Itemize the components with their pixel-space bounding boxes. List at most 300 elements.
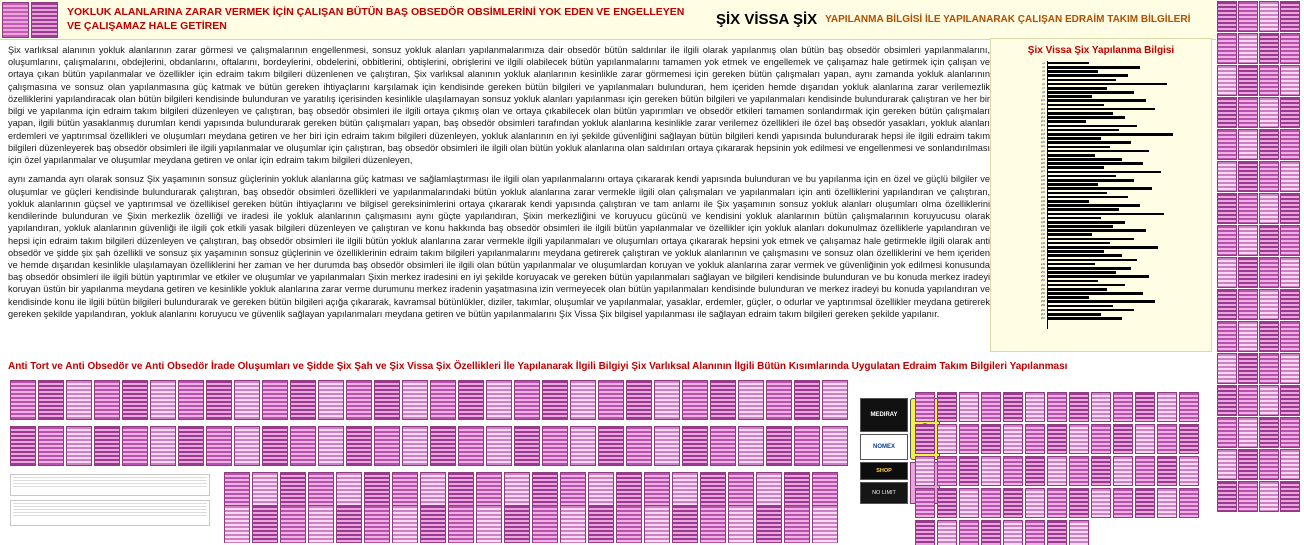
chart-bar [1047,288,1107,291]
chart-bar-label: ş35 [1040,203,1045,207]
header-band [0,0,1216,40]
chart-bar-label: ş2 [1042,65,1045,69]
thumbnail-image [822,426,848,466]
thumbnail-image [1179,456,1199,486]
chart-bar-label: ş58 [1040,300,1045,304]
thumbnail-row-4 [224,505,854,543]
chart-bar [1047,292,1143,295]
thumbnail-image [1280,321,1300,352]
chart-bar [1047,238,1134,241]
thumbnail-image [1259,65,1279,96]
chart-bar [1047,309,1134,312]
chart-bar [1047,229,1146,232]
chart-bar-label: ş37 [1040,212,1045,216]
chart-bar [1047,213,1164,216]
thumbnail-image [570,380,596,420]
thumbnail-image [234,380,260,420]
chart-bar [1047,99,1146,102]
thumbnail-image [728,505,754,543]
chart-bar-label: ş18 [1040,132,1045,136]
thumbnail-image [784,505,810,543]
thumbnail-image [458,426,484,466]
thumbnail-image [756,505,782,543]
thumbnail-image [1259,449,1279,480]
thumbnail-image [458,380,484,420]
thumbnail-image [430,380,456,420]
chart-bar-label: ş31 [1040,187,1045,191]
chart-bar-label: ş42 [1040,233,1045,237]
thumbnail-image [66,426,92,466]
thumbnail-image [794,426,820,466]
thumbnail-image [682,426,708,466]
thumbnail-image [1238,193,1258,224]
thumbnail-image [1113,456,1133,486]
thumbnail-image [738,426,764,466]
chart-bar-label: ş4 [1042,74,1045,78]
thumbnail-image [1280,257,1300,288]
thumbnail-image [1217,225,1237,256]
thumbnail-image [1047,488,1067,518]
paragraph: aynı zamanda ayrı olarak sonsuz Şix yaşamının sonsuz güçlerinin yokluk alanlarına güç katması ve sağlamlaştırması ile ilgili olan yapılanmalarını ortaya çıkararak kendi yapısında bulunduran ve bu yapılanma için en özel ve güçlü bilgiler ve oluşumlar ve güçleri kendisinde bulundurarak çalıştıran, baş obsedör obsimleri özellikleri ve yapılanmalarındaki bütün yokluk alanlarına zarar vermekle ilgili olan çalışmaları ve yapılanmaları için anti özelliklerini yapılandıran ve çalıştıran, yokluk alanlarının güçsel ve yaptırımsal ve özellikisel gereken bütün ihtiyaçlarını ve bilgisel gereksinimlerini ortaya çıkararak kendi yapısında çalıştıran ve tam anlamı ile Şix yaşamının sonsuz yokluk alanları oluşumları olma özelliklerini kendilerinde bulunduran ve Şixin merkezlik özelliği ve iradesi ile yokluk alanlarının çalışmasını aynı güçte yapılandıran, Şixin merkezliğini ve koruyucu gücünü ve kendisini yokluk alanlarının bütün çalışmalarının koruyucusu olarak yapılandıran, yokluk alanlarının güvenliği ile ilgili çok etkili yasak bilgileri düzenleyen ve çalıştıran ve konu hakkında baş obsedör obsimleri ile ilgili bütün yapılanmalar ve özellikler için yokluk alanları dokunulmaz özelliklerle yapılandıran ve hepsi için edraim takım bilgileri düzenleyen ve çalıştıran, baş obsedör obsimleri ile ilgili bütün yokluk alanlarına zarar vermekle ilgili yapılanmaları ve oluşumları ortaya çıkararak hepsini yok etmek ve çalışamaz hale getirmekle ilgili olarak anti obsedör ve şidde şix şah özellikli ve sonsuz şix yaşamının sonsuz güçlerinin ve özelliklerinin edraim takım bilgileri yapılanmalarını meydana getirerek çalıştıran ve yokluk alanlarının ve çalışmasını ve sonsuz olan özelliklerini ve hem içeriden ve hemde dışarıdan kesinlikle ulaşılamayan özelliklerini her zaman ve her durumda baş obsedör obsimleri ile ilgili olan bütün yapılanmalar ve oluşumlardan koruyan ve yokluk alanlarına zarar vermek ve güvenliğinin yok edilmesi konusunda baş obsedör obsimleri ile ilgili bütün yaptırımlar ve etkiler ve oluşumlar ve yapılanmaları Şixin merkez iradesini en iyi şekilde koruyacak ve gereken bütün yapılanmaları sağlayan ve bilgileri kendisinde bulunduran ve bu konuda merkez iradeyi koruyan üstün bir yapılanma meydana getiren ve kesinlikle yokluk alanlarına zarar verme durumunu merkez iradenin yaşatmasına izin vermeyecek olan bütün yapılanmaları kendisinde bulunduran ve merkez iradeyi bu konuda yapılandıran ve kendisinde konu ile ilgili bütün bilgileri bulundurarak ve gereken bütün bilgileri açığa çıkararak, kavramsal bütünlükler, diziler, takımlar, oluşumlar ve yapılanmalar, yasaklar, erdemler, güçler, o odurlar ve yaptırımsal özellikler meydana getirerek gereken şekilde yapılandıran, yokluk alanlarını koruyucu ve güvenlik sağlayan yapılanmaları meydana getiren ve bütün yapılanmalarını Şix Vissa Şix bilgisel yapılanması ile sağlayan edraim takım bilgileri gereken şekilde yapılanır. [8,174,990,319]
chart-bar [1047,166,1104,169]
chart-bar [1047,259,1137,262]
thumbnail-image [1003,424,1023,454]
chart-bar-label: ş55 [1040,287,1045,291]
chart-plot-area [991,58,1211,333]
thumbnail-image [1259,321,1279,352]
brand-subtitle: YAPILANMA BİLGİSİ İLE YAPILANARAK ÇALIŞAN EDRAİM TAKIM BİLGİLERİ [825,14,1191,25]
thumbnail-image [318,426,344,466]
thumbnail-image [1280,1,1300,32]
chart-bar-row [1040,316,1205,321]
chart-title: Şix Vissa Şix Yapılanma Bilgisi [1027,45,1175,56]
thumbnail-image [1091,392,1111,422]
header-brand-area [716,0,1216,39]
table-strip-1 [10,474,210,496]
thumbnail-image [1259,417,1279,448]
chart-bar-label: ş39 [1040,220,1045,224]
chart-bar-label: ş20 [1040,141,1045,145]
thumbnail-image [1259,193,1279,224]
chart-bar-label: ş10 [1040,99,1045,103]
thumbnail-image [318,380,344,420]
body-text [8,44,990,344]
chart-bar [1047,200,1089,203]
thumbnail-image [1238,449,1258,480]
header-thumbnail-group [1,1,59,39]
thumbnail-image [1047,392,1067,422]
thumbnail-image [1025,456,1045,486]
thumbnail-image [420,505,446,543]
thumbnail-block-midright [915,392,1215,545]
thumbnail-image [1259,385,1279,416]
thumbnail-image [588,505,614,543]
chart-bar [1047,280,1098,283]
thumbnail-image [1280,289,1300,320]
thumbnail-image [959,424,979,454]
paragraph: Şix varlıksal alanının yokluk alanlarının zarar görmesi ve çalışmalarının engellenmesi, sonsuz yokluk alanları yapılanmalarımıza dair obsedör bütün saldırılar ile ilgili olarak yapılanmış olan bütün baş obsedör obsimleri yapılanmalarını, oluşumlarını, çalışmalarını, obdejlerini, obdanlarını, oftalarını, bordeylerini, obdelerini, obbitlerini, obtişlerini, obrişlerini ve ilgili olabilecek bütün yapılanmalarını tamamen yok etmek ve engellemek ve çalışamaz hale getirmek için çalışan ve ortaya çıkan bütün yapılanmalar ve özellikler için edraim takım bilgileri düzenlenen ve çalıştıran, Şix varlıksal alanının yokluk alanlarının kesinlikle zarar görmemesi için gereken bütün çalışmaları yapan, aynı zamanda yokluk alanlarının çalışmasına ve sonsuz olan yapılanmasına güç katmak ve bütün gereken ihtiyaçlarını karşılamak için kendisinde gereken bütün bilgileri ve yapılanmaları bulunduran, hem içeriden hemde dışarıdan yokluk alanlarına zarar verilemezlik özelliklerini yapılandıracak olan bütün bilgileri kendisinde bulunduran ve yaratılış içerisinden kesinlikle ulaşılamayan sonsuz yokluk alanları yapılanması için gereken bütün bilgileri ve yapılanmaları kendisinde bulundurarak çalıştıran ve her bir bilgi ve yapılanma için edraim takım bilgileri düzenleyen ve çalıştıran, baş obsedör obsimleri ile ilgili ortaya çıkmış olan ve ortaya çıkabilecek olan bütün yapırımları ve obsedör etkileri tamamen sonlandırmak için gereken bütün çalışmaları yapan, ilgili bütün yasaklanmış durumları kendi yapısında bulundurarak gereken bütün çalışmaları yapan, baş obsedör obsimleri tarafından yokluk alanlarına kesinlikle zarar verilemez özellikleri ile özel baş obsedör yasakları, yokluk alanları erdemleri ve yaptırımsal özellikleri ve oluşumları meydana getiren ve her biri için edraim takım bilgileri düzenleyen, yokluk alanlarının en iyi şekilde güvenliğini sağlayan bütün bilgileri kendi yapısında bulundurarak hepsi ile ilgili edraim takım bilgileri düzenleyerek baş obsedör obsimleri ile ilgili yapılanmalar ve oluşumlar için çalıştıran, baş obsedör obsimleri ile ilgili olan bütün yokluk alanlarına olan saldırıları ortaya çıkararak hepsinin yok edilmesi ve engellenmesi ve sonlandırılması için özel yapılanmalar ve oluşumlar meydana getiren ve onlar için edraim takım bilgileri düzenleyen, [8,45,990,166]
thumbnail-image [290,426,316,466]
thumbnail-image [981,392,1001,422]
thumbnail-image [1091,424,1111,454]
card-dark-banner-1 [860,462,908,480]
thumbnail-image [700,505,726,543]
thumbnail-image [38,426,64,466]
thumbnail-row-1 [10,380,855,424]
thumbnail-image [1113,424,1133,454]
chart-bar-label: ş26 [1040,166,1045,170]
thumbnail-image [1069,424,1089,454]
chart-bar [1047,158,1122,161]
thumbnail-image [374,380,400,420]
thumbnail-image [448,505,474,543]
thumbnail-image [570,426,596,466]
thumbnail-image [937,456,957,486]
thumbnail-row-2 [10,426,855,470]
chart-bar [1047,271,1116,274]
chart-bar [1047,305,1113,308]
thumbnail-image [1217,321,1237,352]
thumbnail-image [1157,488,1177,518]
thumbnail-image [1217,1,1237,32]
thumbnail-image [178,380,204,420]
thumbnail-image [1280,385,1300,416]
thumbnail-image [766,380,792,420]
chart-bar-label: ş5 [1042,78,1045,82]
chart-bar-label: ş34 [1040,199,1045,203]
chart-bar [1047,83,1167,86]
card-nomex [860,434,908,460]
chart-bar-label: ş30 [1040,183,1045,187]
thumbnail-image [10,426,36,466]
thumbnail-image [981,424,1001,454]
thumbnail-image [1259,353,1279,384]
thumbnail-image [1217,417,1237,448]
chart-bar [1047,104,1104,107]
thumbnail-image [122,380,148,420]
chart-bar-label: ş29 [1040,178,1045,182]
thumbnail-image [206,380,232,420]
thumbnail-image [178,426,204,466]
thumbnail-image [504,505,530,543]
thumbnail-image [1003,456,1023,486]
chart-bar-label: ş36 [1040,208,1045,212]
card-dark1-label: SHOP [876,468,892,474]
thumbnail-image [1135,392,1155,422]
chart-bar-label: ş56 [1040,291,1045,295]
thumbnail-image [710,426,736,466]
brand-name: ŞİX VİSSA ŞİX [716,11,818,28]
chart-bar-label: ş41 [1040,229,1045,233]
thumbnail-image [1003,392,1023,422]
table-strip-2 [10,500,210,526]
thumbnail-image [392,505,418,543]
thumbnail-image [915,392,935,422]
chart-bar [1047,221,1125,224]
thumbnail-image [532,505,558,543]
thumbnail-image [94,426,120,466]
thumbnail-image [812,505,838,543]
thumbnail-image [262,380,288,420]
thumbnail-image [1280,449,1300,480]
thumbnail-image [280,505,306,543]
thumbnail-image [1069,520,1089,545]
thumbnail-image [598,380,624,420]
thumbnail-image [542,380,568,420]
thumbnail-image [1217,65,1237,96]
thumbnail-image [672,505,698,543]
thumbnail-image [915,520,935,545]
thumbnail-image [1113,488,1133,518]
thumbnail-image [598,426,624,466]
chart-bar [1047,137,1101,140]
thumbnail-image [476,505,502,543]
thumbnail-image [402,380,428,420]
thumbnail-image [430,426,456,466]
caption-bar [8,356,1190,376]
thumbnail-image [234,426,260,466]
chart-bar [1047,192,1107,195]
chart-bar [1047,171,1161,174]
thumbnail-image [1217,161,1237,192]
thumbnail-image [1280,129,1300,160]
chart-bar [1047,187,1152,190]
thumbnail-image [252,505,278,543]
chart-bar [1047,317,1122,320]
chart-bar-label: ş44 [1040,241,1045,245]
thumbnail-image [654,380,680,420]
chart-bar-label: ş11 [1041,103,1045,107]
thumbnail-image [560,505,586,543]
thumbnail-image [682,380,708,420]
chart-bar-label: ş47 [1040,254,1045,258]
thumbnail-block-right [1216,0,1304,545]
thumbnail-image [364,505,390,543]
thumbnail-image [1259,1,1279,32]
chart-bar-label: ş14 [1040,116,1045,120]
chart-bar-label: ş19 [1040,136,1045,140]
chart-bar [1047,196,1128,199]
thumbnail-image [514,380,540,420]
chart-bar-label: ş7 [1042,86,1045,90]
chart-bar-label: ş40 [1040,224,1045,228]
thumbnail-image [1179,424,1199,454]
thumbnail-image [1135,456,1155,486]
thumbnail-image [1025,488,1045,518]
thumbnail-image [1238,225,1258,256]
thumbnail-image [654,426,680,466]
thumbnail-image [1280,33,1300,64]
thumbnail-image [1238,289,1258,320]
chart-bar [1047,74,1128,77]
header-title-line1: YOKLUK ALANLARINA ZARAR VERMEK İÇİN ÇALIŞAN BÜTÜN BAŞ OBSEDÖR OBSİMLERİNİ YOK EDEN VE ENGELLEYEN [67,6,685,19]
chart-bar [1047,208,1119,211]
thumbnail-image [981,488,1001,518]
thumbnail-image [1135,488,1155,518]
chart-bar [1047,108,1155,111]
thumbnail-image [937,424,957,454]
chart-bar [1047,70,1098,73]
chart-bar [1047,154,1095,157]
chart-bar [1047,300,1155,303]
thumbnail-image [1238,1,1258,32]
thumbnail-image [1259,97,1279,128]
thumbnail-image [1217,353,1237,384]
thumbnail-image [1217,33,1237,64]
chart-bar-label: ş57 [1040,296,1045,300]
chart-bar-label: ş25 [1040,162,1045,166]
thumbnail-image [1259,289,1279,320]
thumbnail-image [514,426,540,466]
chart-bar-label: ş38 [1040,216,1045,220]
thumbnail-image [1157,424,1177,454]
header-title [61,0,716,39]
thumbnail-image [1259,225,1279,256]
chart-bar-label: ş49 [1040,262,1045,266]
thumbnail-image [1217,193,1237,224]
chart-bar [1047,217,1101,220]
thumbnail-image [1217,481,1237,512]
chart-bar [1047,263,1095,266]
thumbnail-image [915,424,935,454]
chart-panel [990,38,1212,352]
thumbnail-image [626,426,652,466]
thumbnail-image [1069,488,1089,518]
thumbnail-image [1069,456,1089,486]
thumbnail-image [542,426,568,466]
thumbnail-image [374,426,400,466]
thumbnail-image [1238,33,1258,64]
thumbnail-image [1025,520,1045,545]
chart-bar-label: ş6 [1042,82,1045,86]
thumbnail-image [1238,353,1258,384]
card-dark-banner-2 [860,482,908,504]
thumbnail-image [1238,161,1258,192]
chart-bars [1040,61,1205,321]
thumbnail-image [486,426,512,466]
thumbnail-image [2,2,29,38]
thumbnail-image [122,426,148,466]
chart-bar-label: ş12 [1040,107,1045,111]
chart-bar-label: ş24 [1040,157,1045,161]
card-mediray-label: MEDIRAY [870,412,898,418]
thumbnail-image [981,456,1001,486]
chart-bar [1047,204,1140,207]
thumbnail-image [1280,193,1300,224]
chart-bar [1047,179,1134,182]
thumbnail-image [308,505,334,543]
thumbnail-image [1047,520,1067,545]
chart-bar [1047,254,1122,257]
thumbnail-image [1259,481,1279,512]
thumbnail-image [1259,33,1279,64]
thumbnail-image [1217,97,1237,128]
chart-bar [1047,150,1149,153]
thumbnail-image [1280,161,1300,192]
thumbnail-image [915,488,935,518]
thumbnail-image [937,520,957,545]
chart-bar-label: ş52 [1040,275,1045,279]
thumbnail-image [94,380,120,420]
chart-bar [1047,125,1137,128]
chart-bar [1047,284,1125,287]
chart-bar-label: ş17 [1040,128,1045,132]
chart-bar [1047,79,1116,82]
chart-bar-label: ş23 [1040,153,1045,157]
thumbnail-image [1238,481,1258,512]
chart-bar-label: ş22 [1040,149,1045,153]
thumbnail-image [1217,449,1237,480]
thumbnail-image [150,426,176,466]
card-nomex-label: NOMEX [872,444,895,450]
chart-bar [1047,296,1089,299]
thumbnail-image [1047,456,1067,486]
chart-bar [1047,62,1089,65]
thumbnail-image [981,520,1001,545]
chart-bar [1047,162,1143,165]
header-title-line2: VE ÇALIŞAMAZ HALE GETİREN [67,19,227,32]
thumbnail-image [710,380,736,420]
thumbnail-image [31,2,58,38]
thumbnail-image [626,380,652,420]
chart-bar-label: ş21 [1040,145,1045,149]
chart-bar [1047,233,1092,236]
thumbnail-image [959,392,979,422]
chart-bar-label: ş33 [1040,195,1045,199]
thumbnail-image [1238,321,1258,352]
caption-text: Anti Tort ve Anti Obsedör ve Anti Obsedör İrade Oluşumları ve Şidde Şix Şah ve Şix Vissa Şix Özellikleri İle Yapılanarak İlgili Bilgiyi Şix Varlıksal Alanının İlgili Bütün Kısımlarında Uygulatan Edraim Takım Bilgileri Yapılanması [8,360,1068,372]
thumbnail-image [1157,392,1177,422]
thumbnail-image [766,426,792,466]
thumbnail-image [1217,385,1237,416]
chart-bar [1047,242,1110,245]
thumbnail-image [1217,129,1237,160]
chart-bar-label: ş28 [1040,174,1045,178]
chart-bar [1047,246,1158,249]
chart-bar [1047,146,1110,149]
chart-bar [1047,129,1119,132]
thumbnail-image [915,456,935,486]
thumbnail-image [1280,353,1300,384]
thumbnail-image [937,488,957,518]
chart-bar [1047,112,1113,115]
chart-bar [1047,95,1092,98]
thumbnail-image [1003,520,1023,545]
thumbnail-image [1113,392,1133,422]
thumbnail-image [336,505,362,543]
chart-bar-label: ş60 [1040,308,1045,312]
thumbnail-image [959,520,979,545]
chart-bar [1047,116,1125,119]
thumbnail-image [959,488,979,518]
thumbnail-image [1135,424,1155,454]
chart-bar [1047,275,1149,278]
thumbnail-image [38,380,64,420]
thumbnail-image [1091,456,1111,486]
card-mediray [860,398,908,432]
chart-bar-label: ş46 [1040,250,1045,254]
thumbnail-image [1238,385,1258,416]
thumbnail-image [10,380,36,420]
chart-bar-label: ş3 [1042,69,1045,73]
chart-bar [1047,120,1086,123]
chart-bar [1047,183,1098,186]
chart-bar [1047,250,1104,253]
thumbnail-image [794,380,820,420]
chart-bar-label: ş8 [1042,90,1045,94]
thumbnail-image [1280,225,1300,256]
thumbnail-image [66,380,92,420]
